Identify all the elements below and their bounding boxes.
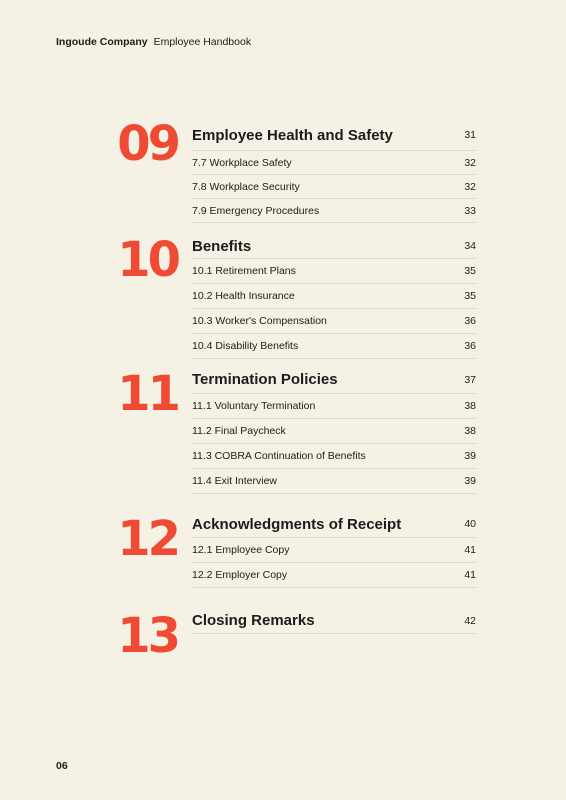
toc-entry-title: 11.4 Exit Interview <box>192 475 278 487</box>
section-number: 12 <box>117 511 178 567</box>
toc-sub-entry[interactable] <box>192 175 476 199</box>
company-name: Ingoude Company <box>56 36 148 48</box>
toc-entry-page: 36 <box>464 315 476 327</box>
toc-entry-title: 7.8 Workplace Security <box>192 180 300 193</box>
toc-entry-title: Closing Remarks <box>192 612 315 629</box>
toc-main-entry[interactable] <box>192 366 476 394</box>
page-number: 06 <box>56 760 68 772</box>
section-number: 10 <box>117 232 178 288</box>
toc-sub-entry[interactable] <box>192 469 476 494</box>
toc-sub-entry[interactable] <box>192 419 476 444</box>
toc-sub-entry[interactable] <box>192 444 476 469</box>
toc-sub-entry[interactable] <box>192 394 476 419</box>
toc-entry-page: 41 <box>464 569 476 581</box>
toc-list <box>192 511 476 588</box>
toc-entry-title: Termination Policies <box>192 371 338 388</box>
toc-entry-title: 10.1 Retirement Plans <box>192 265 296 277</box>
toc-sub-entry[interactable] <box>192 284 476 309</box>
toc-entry-page: 37 <box>464 373 476 386</box>
toc-entry-page: 38 <box>464 400 476 412</box>
toc-main-entry[interactable] <box>192 608 476 634</box>
toc-entry-page: 34 <box>464 240 476 252</box>
section-number: 09 <box>117 116 178 172</box>
toc-entry-title: 10.3 Worker's Compensation <box>192 315 327 327</box>
toc-list <box>192 234 476 359</box>
section-number: 11 <box>117 366 178 422</box>
toc-entry-title: 10.2 Health Insurance <box>192 290 295 302</box>
toc-list <box>192 608 476 634</box>
toc-entry-page: 41 <box>464 544 476 556</box>
section-number: 13 <box>117 608 178 664</box>
toc-entry-page: 38 <box>464 425 476 437</box>
toc-sub-entry[interactable] <box>192 151 476 175</box>
toc-sub-entry[interactable] <box>192 309 476 334</box>
toc-entry-page: 39 <box>464 475 476 487</box>
toc-entry-title: 11.3 COBRA Continuation of Benefits <box>192 450 366 462</box>
toc-entry-title: 7.9 Emergency Procedures <box>192 204 320 217</box>
toc-list <box>192 120 476 223</box>
toc-sub-entry[interactable] <box>192 199 476 223</box>
toc-entry-title: Benefits <box>192 237 252 255</box>
toc-entry-page: 39 <box>464 450 476 462</box>
toc-list <box>192 366 476 494</box>
toc-entry-title: 10.4 Disability Benefits <box>192 340 299 352</box>
toc-main-entry[interactable] <box>192 511 476 538</box>
toc-entry-page: 42 <box>464 614 476 627</box>
toc-entry-title: 12.2 Employer Copy <box>192 569 288 581</box>
toc-entry-title: 12.1 Employee Copy <box>192 544 290 556</box>
toc-sub-entry[interactable] <box>192 538 476 563</box>
toc-entry-page: 33 <box>464 204 476 217</box>
page-header <box>56 36 251 48</box>
toc-entry-title: 7.7 Workplace Safety <box>192 156 292 169</box>
toc-entry-page: 31 <box>464 129 476 141</box>
toc-entry-title: Employee Health and Safety <box>192 126 393 144</box>
document-title: Employee Handbook <box>153 36 252 48</box>
toc-entry-page: 35 <box>464 265 476 277</box>
toc-main-entry[interactable] <box>192 234 476 259</box>
toc-sub-entry[interactable] <box>192 334 476 359</box>
toc-entry-page: 36 <box>464 340 476 352</box>
toc-entry-page: 32 <box>464 180 476 193</box>
toc-entry-title: 11.1 Voluntary Termination <box>192 400 316 412</box>
toc-entry-page: 40 <box>464 518 476 530</box>
toc-entry-title: Acknowledgments of Receipt <box>192 515 402 533</box>
toc-entry-page: 35 <box>464 290 476 302</box>
toc-main-entry[interactable] <box>192 120 476 151</box>
toc-entry-title: 11.2 Final Paycheck <box>192 425 286 437</box>
toc-sub-entry[interactable] <box>192 563 476 588</box>
toc-entry-page: 32 <box>464 156 476 169</box>
toc-sub-entry[interactable] <box>192 259 476 284</box>
